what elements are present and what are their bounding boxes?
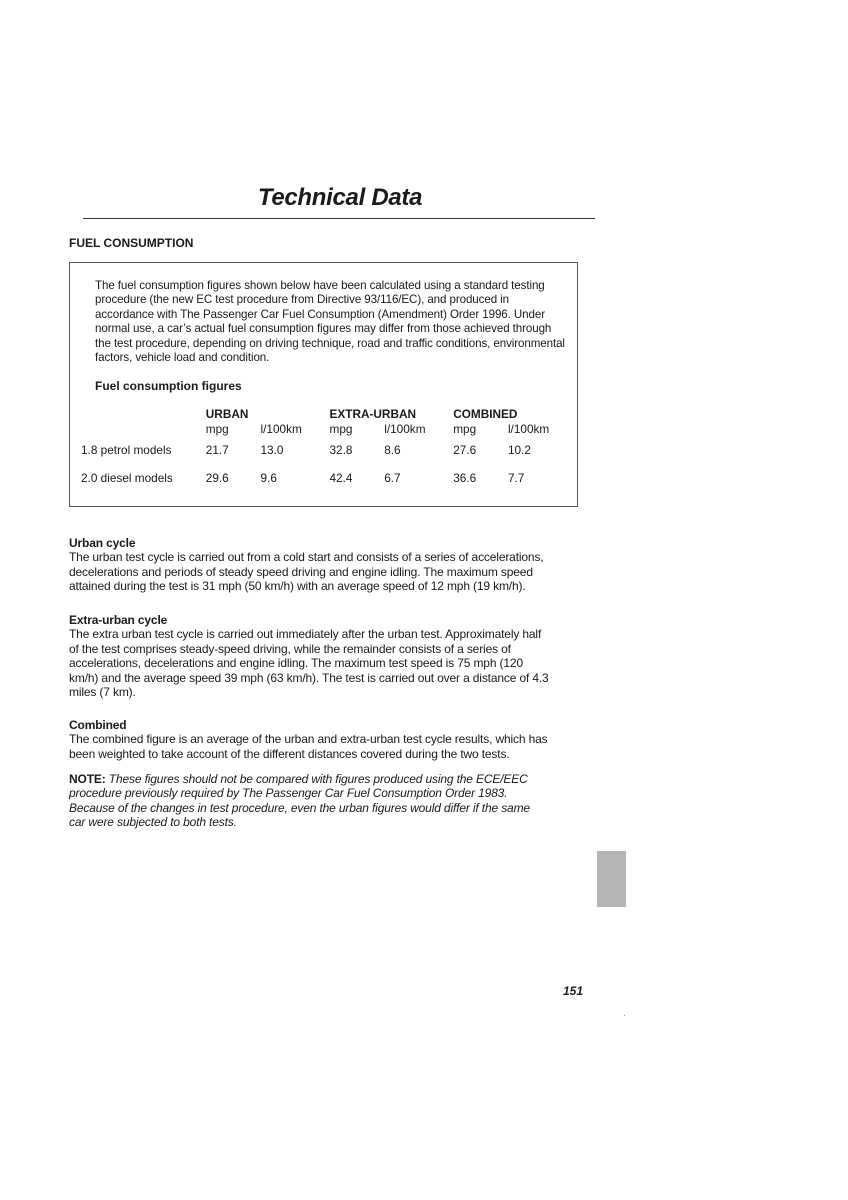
- table-group-header-row: [81, 407, 577, 422]
- page-title: Technical Data: [257, 184, 423, 211]
- table-cell: 6.7: [384, 471, 401, 485]
- unit-header: l/100km: [384, 422, 426, 436]
- table-cell: 32.8: [329, 443, 353, 457]
- table-row: [81, 436, 577, 464]
- note-paragraph: [69, 772, 549, 830]
- extra-urban-cycle-text: The extra urban test cycle is carried out immediately after the urban test. Approximately half of the test comprises steady-speed driving, while the remainder consists of a series of accelerations, decelerations and engine idling. The maximum test speed is 75 mph (120 km/h) and the average speed 39 mph (63 km/h). The test is carried out over a distance of 4.3 miles (7 km).: [69, 627, 549, 700]
- unit-header: l/100km: [260, 422, 302, 436]
- fuel-consumption-table: [81, 407, 577, 485]
- table-cell: 36.6: [453, 471, 477, 485]
- group-header-urban: URBAN: [205, 407, 249, 421]
- table-cell: 21.7: [205, 443, 229, 457]
- table-cell: 8.6: [384, 443, 401, 457]
- note-section: [69, 772, 549, 830]
- table-cell: 10.2: [507, 443, 531, 457]
- section-thumb-tab: [597, 851, 626, 907]
- note-label: NOTE:: [69, 772, 106, 786]
- group-header-extra-urban: EXTRA-URBAN: [329, 407, 417, 421]
- extra-urban-cycle-heading: Extra-urban cycle: [69, 613, 168, 627]
- combined-section: [69, 718, 549, 761]
- urban-cycle-heading: Urban cycle: [69, 536, 136, 550]
- table-cell: 7.7: [507, 471, 525, 485]
- unit-header: l/100km: [507, 422, 550, 436]
- section-heading: FUEL CONSUMPTION: [69, 236, 194, 250]
- urban-cycle-text: The urban test cycle is carried out from a cold start and consists of a series of accelerations, decelerations and periods of steady speed driving and engine idling. The maximum speed attained during the test is 31 mph (50 km/h) with an average speed of 12 mph (19 km/h).: [69, 550, 544, 594]
- group-header-combined: COMBINED: [453, 407, 518, 421]
- table-unit-header-row: [81, 422, 577, 436]
- table-cell: 29.6: [205, 471, 229, 485]
- intro-paragraph: The fuel consumption figures shown below have been calculated using a standard testing procedure (the new EC test procedure from Directive 93/116/EC), and produced in accordance with The Passenger Car Fuel Consumption (Amendment) Order 1996. Under normal use, a car’s actual fuel consumption figures may differ from those achieved through the test procedure, depending on driving technique, road and traffic conditions, environmental factors, vehicle load and condition.: [95, 279, 565, 365]
- note-text: These figures should not be compared with figures produced using the ECE/EEC procedure previously required by The Passenger Car Fuel Consumption Order 1983. Because of the changes in test procedure, even the urban figures would differ if the same car were subjected to both tests.: [69, 772, 530, 830]
- table-cell: 13.0: [260, 443, 284, 457]
- page-number: 151: [563, 984, 584, 998]
- urban-cycle-section: [69, 536, 549, 594]
- unit-header: mpg: [329, 422, 353, 436]
- fuel-consumption-info-box: [69, 262, 578, 507]
- unit-header: mpg: [205, 422, 229, 436]
- table-cell: 9.6: [260, 471, 277, 485]
- combined-heading: Combined: [69, 718, 127, 732]
- extra-urban-cycle-section: [69, 613, 549, 699]
- figures-subheading: Fuel consumption figures: [95, 379, 242, 393]
- row-label: 2.0 diesel models: [81, 471, 173, 485]
- title-divider: [83, 218, 595, 219]
- combined-text: The combined figure is an average of the urban and extra-urban test cycle results, which has been weighted to take account of the different distances covered during the two tests.: [69, 732, 548, 761]
- print-mark: [624, 1015, 625, 1016]
- unit-header: mpg: [453, 422, 477, 436]
- table-cell: 42.4: [329, 471, 353, 485]
- table-cell: 27.6: [453, 443, 477, 457]
- table-corner-cell: [81, 407, 206, 422]
- row-label: 1.8 petrol models: [81, 443, 172, 457]
- table-row: [81, 464, 577, 485]
